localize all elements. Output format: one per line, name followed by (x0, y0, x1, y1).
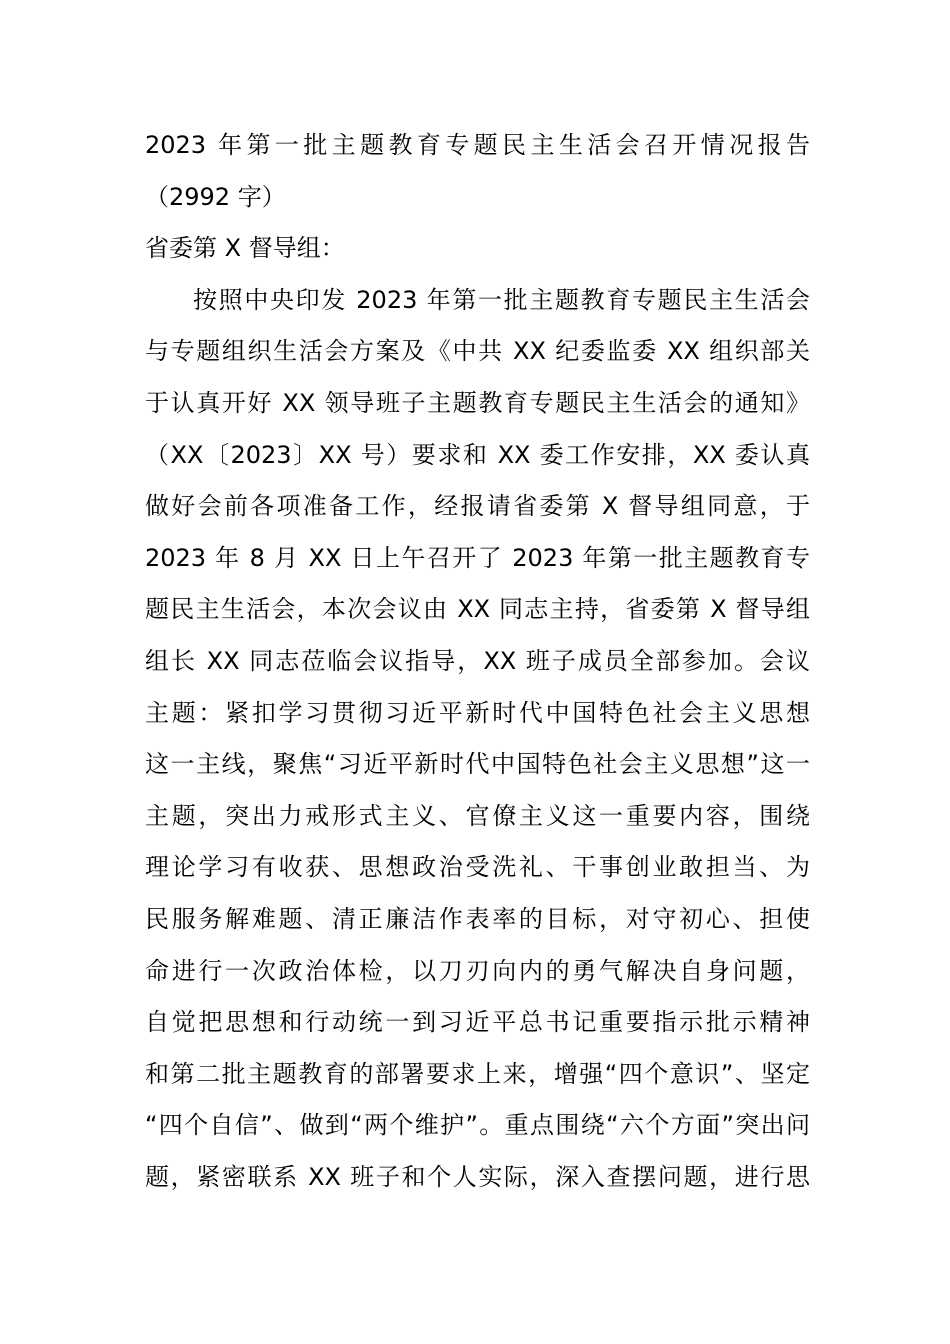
paragraph-line: 按照中央印发 2023 年第一批主题教育专题民主生活会 (193, 285, 810, 314)
paragraph-line: 和第二批主题教育的部署要求上来，增强“四个意识”、坚定 (145, 1059, 810, 1088)
document-body (145, 120, 810, 1203)
paragraph-line: 主题，突出力戒形式主义、官僚主义这一重要内容，围绕 (145, 801, 810, 830)
paragraph-line: 做好会前各项准备工作，经报请省委第 X 督导组同意，于 (145, 492, 810, 521)
paragraph-line: 这一主线，聚焦“习近平新时代中国特色社会主义思想”这一 (145, 750, 810, 779)
paragraph-line: 与专题组织生活会方案及《中共 XX 纪委监委 XX 组织部关 (145, 337, 810, 366)
document-title-line-1: 2023 年第一批主题教育专题民主生活会召开情况报告 (145, 131, 810, 159)
paragraph-line: 组长 XX 同志莅临会议指导，XX 班子成员全部参加。会议 (145, 646, 810, 675)
paragraph-line: 2023 年 8 月 XX 日上午召开了 2023 年第一批主题教育专 (145, 543, 810, 572)
paragraph-line: 题，紧密联系 XX 班子和个人实际，深入查摆问题，进行思 (145, 1162, 810, 1191)
paragraph-line: “四个自信”、做到“两个维护”。重点围绕“六个方面”突出问 (145, 1111, 810, 1140)
paragraph-line: 民服务解难题、清正廉洁作表率的目标，对守初心、担使 (145, 904, 810, 933)
paragraph-line: 于认真开好 XX 领导班子主题教育专题民主生活会的通知》 (145, 388, 810, 417)
paragraph-line: 主题：紧扣学习贯彻习近平新时代中国特色社会主义思想 (145, 698, 810, 727)
paragraph-line: 理论学习有收获、思想政治受洗礼、干事创业敢担当、为 (145, 853, 810, 882)
paragraph-line: （XX〔2023〕XX 号）要求和 XX 委工作安排，XX 委认真 (145, 440, 810, 469)
paragraph-line: 题民主生活会，本次会议由 XX 同志主持，省委第 X 督导组 (145, 595, 810, 624)
paragraph-line: 命进行一次政治体检，以刀刃向内的勇气解决自身问题， (145, 956, 810, 985)
document-title-line-2: （2992 字） (145, 182, 286, 211)
salutation: 省委第 X 督导组： (145, 234, 345, 263)
paragraph-line: 自觉把思想和行动统一到习近平总书记重要指示批示精神 (145, 1008, 810, 1037)
